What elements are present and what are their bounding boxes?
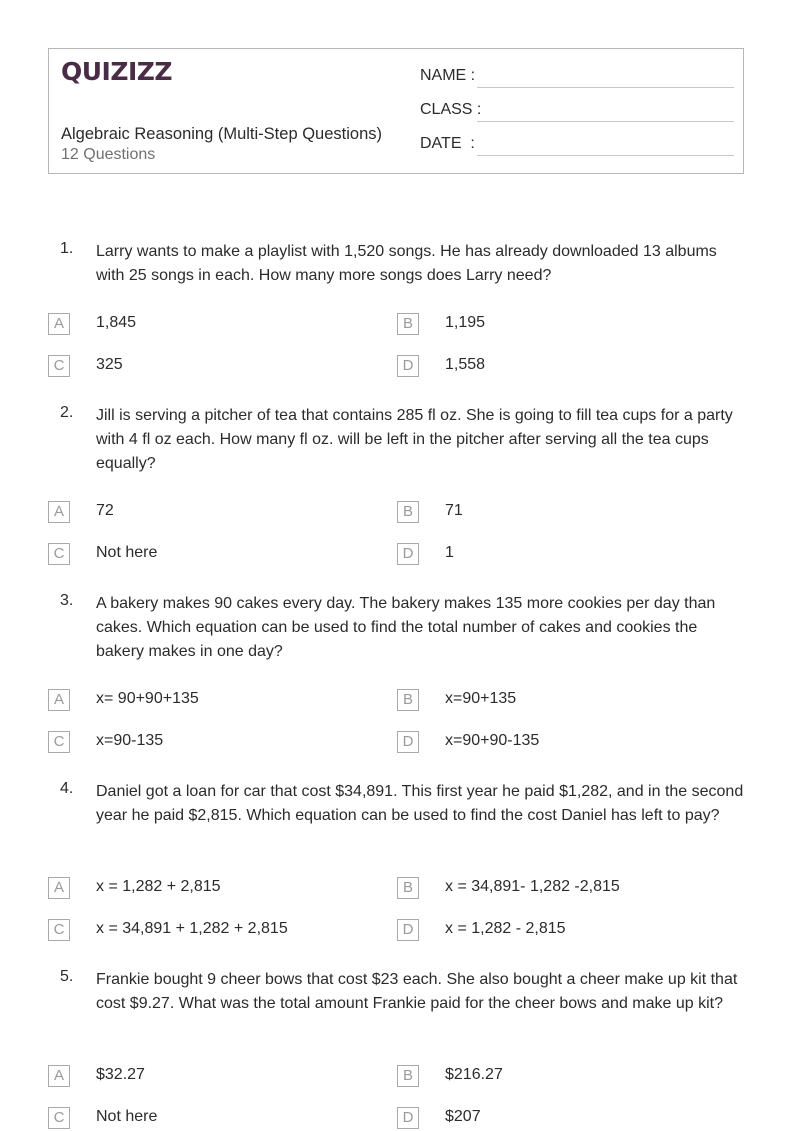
- option-letter-box: B: [397, 313, 419, 335]
- option-letter-box: C: [48, 543, 70, 565]
- option-letter-box: A: [48, 1065, 70, 1087]
- date-line[interactable]: [477, 155, 734, 156]
- option-text: x = 34,891 + 1,282 + 2,815: [96, 920, 288, 937]
- question-text: Larry wants to make a playlist with 1,520 songs. He has already downloaded 13 albums with 25 songs in each. How many more songs does Larry need?: [96, 243, 717, 284]
- option-letter-box: C: [48, 355, 70, 377]
- question-text: Daniel got a loan for car that cost $34,891. This first year he paid $1,282, and in the second year he paid $2,815. Which equation can be used to find the cost Daniel has left to pay?: [96, 783, 744, 824]
- name-line[interactable]: [477, 87, 734, 88]
- name-field[interactable]: [420, 67, 734, 91]
- class-field[interactable]: [420, 101, 734, 125]
- question-text: Frankie bought 9 cheer bows that cost $23 each. She also bought a cheer make up kit that cost $9.27. What was the total amount Frankie paid for the cheer bows and make up kit?: [96, 971, 738, 1012]
- question-text: A bakery makes 90 cakes every day. The bakery makes 135 more cookies per day than cakes. Which equation can be used to find the total number of cakes and cookies the bakery makes in one day?: [96, 595, 716, 660]
- option-letter-box: B: [397, 1065, 419, 1087]
- option-text: 1,195: [445, 314, 486, 331]
- option-text: 1,845: [96, 314, 137, 331]
- option-letter-box: A: [48, 501, 70, 523]
- option-letter-box: C: [48, 1107, 70, 1129]
- option-letter-box: A: [48, 877, 70, 899]
- option-text: x= 90+90+135: [96, 690, 199, 707]
- option-text: x=90-135: [96, 732, 164, 749]
- option-letter-box: B: [397, 501, 419, 523]
- question-count: 12 Questions: [61, 146, 156, 163]
- question-number: 4.: [60, 780, 74, 797]
- worksheet-header: [48, 48, 744, 174]
- option-text: $207: [445, 1108, 481, 1125]
- option-text: Not here: [96, 1108, 158, 1125]
- option-text: x=90+90-135: [445, 732, 540, 749]
- option-text: x = 1,282 - 2,815: [445, 920, 566, 937]
- option-text: 71: [445, 502, 463, 519]
- option-letter-box: D: [397, 1107, 419, 1129]
- option-text: 325: [96, 356, 123, 373]
- question-number: 3.: [60, 592, 74, 609]
- quizizz-logo: QUIZIZZ: [61, 57, 173, 86]
- question-text: Jill is serving a pitcher of tea that contains 285 fl oz. She is going to fill tea cups for a party with 4 fl oz each. How many fl oz. will be left in the pitcher after serving all the tea cups equally?: [96, 407, 733, 472]
- option-letter-box: D: [397, 919, 419, 941]
- option-text: 1,558: [445, 356, 486, 373]
- option-text: Not here: [96, 544, 158, 561]
- class-label: CLASS :: [420, 101, 482, 118]
- option-text: $216.27: [445, 1066, 503, 1083]
- option-letter-box: A: [48, 313, 70, 335]
- option-text: x = 1,282 + 2,815: [96, 878, 221, 895]
- question-number: 2.: [60, 404, 74, 421]
- option-text: x = 34,891- 1,282 -2,815: [445, 878, 620, 895]
- question-number: 1.: [60, 240, 74, 257]
- option-letter-box: D: [397, 731, 419, 753]
- option-letter-box: A: [48, 689, 70, 711]
- option-letter-box: B: [397, 689, 419, 711]
- option-letter-box: B: [397, 877, 419, 899]
- date-label: DATE :: [420, 135, 475, 152]
- option-text: $32.27: [96, 1066, 145, 1083]
- class-line[interactable]: [477, 121, 734, 122]
- option-text: x=90+135: [445, 690, 517, 707]
- option-text: 1: [445, 544, 454, 561]
- name-label: NAME :: [420, 67, 476, 84]
- option-letter-box: C: [48, 731, 70, 753]
- option-letter-box: D: [397, 543, 419, 565]
- option-letter-box: C: [48, 919, 70, 941]
- option-text: 72: [96, 502, 114, 519]
- option-letter-box: D: [397, 355, 419, 377]
- date-field[interactable]: [420, 135, 734, 159]
- worksheet-title: Algebraic Reasoning (Multi-Step Questions): [61, 125, 382, 143]
- question-number: 5.: [60, 968, 74, 985]
